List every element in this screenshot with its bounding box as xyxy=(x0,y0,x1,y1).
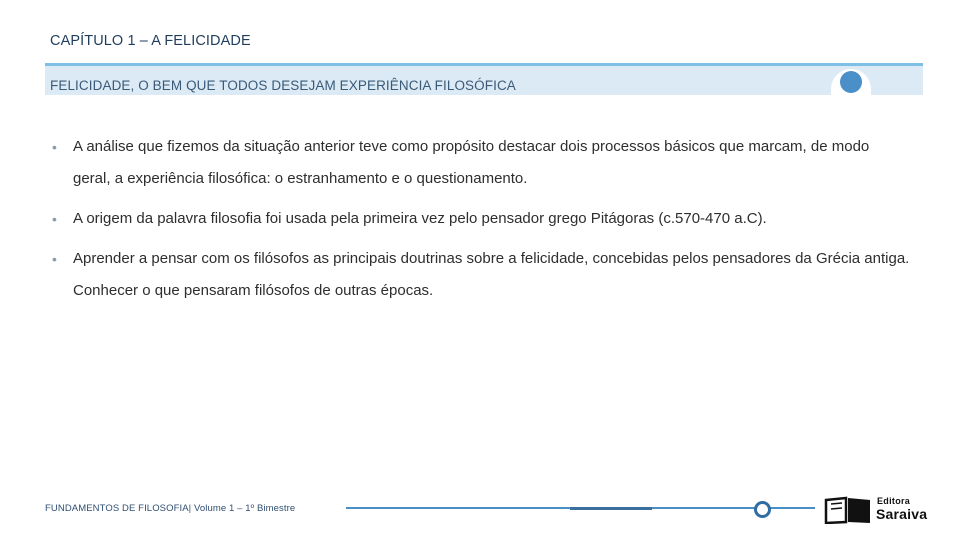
footer-circle-icon xyxy=(754,501,771,518)
footer-line-highlight xyxy=(570,507,652,510)
list-item xyxy=(50,203,910,235)
bullet-text: Aprender a pensar com os filósofos as principais doutrinas sobre a felicidade, concebidas pelos pensadores da Grécia antiga. Conhecer o que pensaram filósofos de outras épocas. xyxy=(73,250,910,299)
bullet-icon: • xyxy=(52,211,57,227)
publisher-logo xyxy=(824,494,940,526)
logo-big-text: Saraiva xyxy=(876,506,928,522)
book-icon xyxy=(824,496,872,524)
chapter-title: CAPÍTULO 1 – A FELICIDADE xyxy=(50,33,251,49)
bullet-list xyxy=(50,131,910,315)
list-item xyxy=(50,243,910,307)
logo-small-text: Editora xyxy=(877,496,911,506)
list-item xyxy=(50,131,910,195)
bullet-text: A origem da palavra filosofia foi usada pela primeira vez pelo pensador grego Pitágoras (c.570-470 a.C). xyxy=(73,210,767,227)
circle-icon xyxy=(840,71,862,93)
subtitle-text: FELICIDADE, O BEM QUE TODOS DESEJAM EXPERIÊNCIA FILOSÓFICA xyxy=(50,78,516,93)
bullet-icon: • xyxy=(52,251,57,267)
bullet-text: A análise que fizemos da situação anterior teve como propósito destacar dois processos básicos que marcam, de modo geral, a experiência filosófica: o estranhamento e o questionamento. xyxy=(73,138,870,187)
footer-text: FUNDAMENTOS DE FILOSOFIA| Volume 1 – 1º Bimestre xyxy=(45,503,296,514)
bullet-icon: • xyxy=(52,139,57,155)
